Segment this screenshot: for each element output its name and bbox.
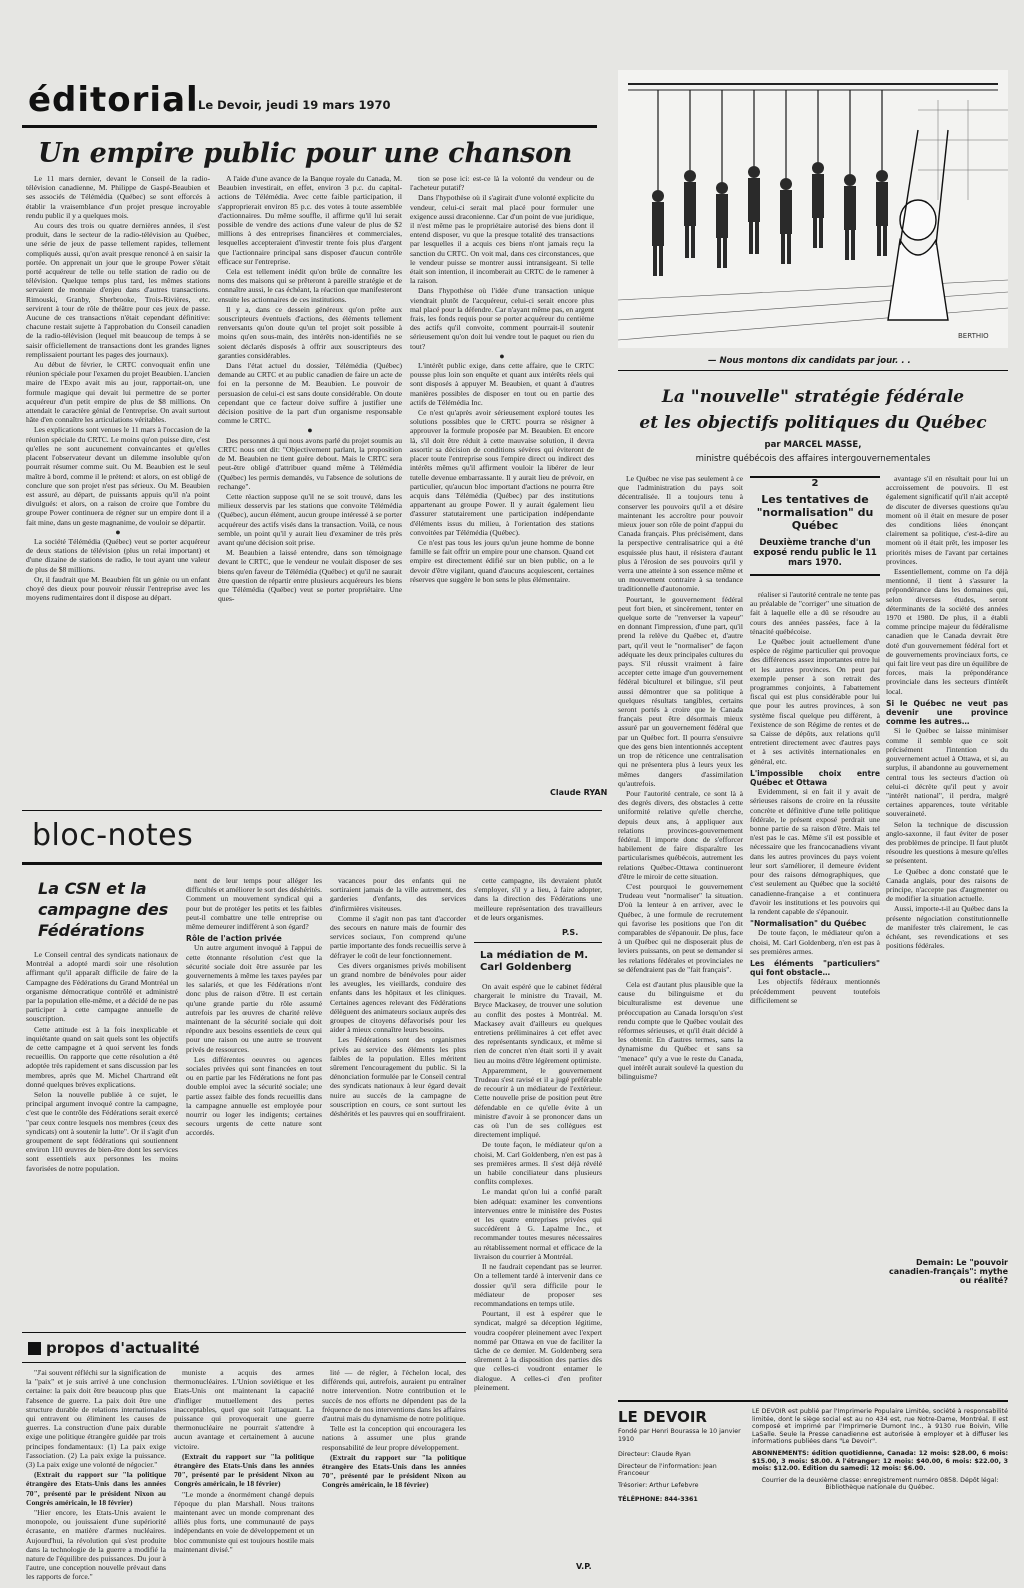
subhead: "Normalisation" du Québec: [750, 919, 867, 929]
paragraph: Essentiellement, comme on l'a déjà mentionné, il tient à s'assurer la prépondérance dans les domaines qui, selon diverses études, seront déterminants de la société des années 1970 et 1980. De plus, il a établi comme principe majeur du fédéralisme canadien que le Canada devrait être doté d'un gouvernement fédéral fort et de gouvernements provinciaux forts, ce qui fait lire veut pas dire un équilibre de forces, mais la prépondérance provinciale dans les secteurs d'intérêt local.: [886, 567, 1008, 696]
federal-headline-line-1: La "nouvelle" stratégie fédérale: [661, 387, 965, 407]
csn-headline: La CSN et la campagne des Fédérations: [38, 879, 169, 940]
paragraph: Ces divers organismes privés mobilisent un grand nombre de bénévoles pour aider les aveugles, les vieillards, conduire des enfants dans les hôpitaux et les cliniques. Certaines agences relevant des Fédérations délèguent des animateurs sociaux auprès des groupes de citoyens défavorisés pour les aider à mieux connaître leurs besoins.: [330, 960, 466, 1035]
paragraph: "Hier encore, les Etats-Unis avaient le monopole, ou jouissaient d'une supériorité écrasante, en matière d'armes nucléaires. Aujourd'hui, la révolution qui s'est produite dans la technologie de la guerre a modifié la nature de l'équilibre des puissances. Du jour à l'autre, une conception nouvelle prévaut dans les rapports de force.": [26, 1508, 166, 1582]
devoir-info-director: Directeur de l'information: Jean Francoeur: [618, 1462, 717, 1478]
paragraph: Selon la nouvelle publiée à ce sujet, le principal argument invoqué contre la campagne, c'est que le contrôle des Fédérations serait exercé "par ceux contre lesquels nos membres (ceux des syndicats) ont à soutenir la lutte". Or il s'agit d'un groupement de sept fédérations qui soutiennent environ 110 œuvres de bien-être dont les services sont essentiels aux personnes les moins favorisées de notre population.: [26, 1090, 178, 1173]
subhead: Les éléments "particuliers" qui font obstacle…: [750, 958, 880, 978]
propos-column-3: [322, 1368, 466, 1568]
paragraph: Comme il s'agit non pas tant d'accorder des secours en nature mais de fournir des services sociaux, l'on comprend qu'une partie importante des fonds recueillis serve à défrayer le coût de leur fonctionnement.: [330, 913, 466, 960]
federal-headline-line-2: et les objectifs politiques du Québec: [639, 413, 987, 433]
paragraph: Il ne faudrait cependant pas se leurrer. On a tellement tardé à intervenir dans ce dossier qu'il sera difficile pour le médiateur de proposer ses recommandations en temps utile.: [474, 1262, 602, 1308]
paragraph: nent de leur temps pour alléger les difficultés et améliorer le sort des déshérités. Comment un mouvement syndical qui a pour but de protéger les petits et les faibles peut-il combattre une telle entreprise ou même demeurer indifférent à son égard?: [186, 876, 322, 932]
quote-source: (Extrait du rapport sur "la politique étrangère des Etats-Unis dans les années 70", présenté par le président Nixon au Congrès américain, le 18 février): [26, 1470, 166, 1507]
dateline: Le Devoir, jeudi 19 mars 1970: [198, 98, 391, 112]
devoir-box-right: [752, 1408, 1008, 1492]
paragraph: Si le Québec se laisse minimiser comme il semble que ce soit précisément l'intention du gouvernement actuel à Ottawa, et si, au surplus, il abandonne au gouvernement central tous les secteurs d'action où celui-ci décrète qu'il peut y avoir "intérêt national", il perdra, malgré certaines apparences, toute véritable souveraineté.: [886, 726, 1008, 819]
paragraph: Ce n'est qu'après avoir sérieusement exploré toutes les solutions possibles que le CRTC pourra se résigner à approuver la formule proposée par M. Beaubien. Et encore là, s'il doit être réduit à cette mauvaise solution, il devra assortir sa décision de conditions sévères qui éviteront de placer toute l'entreprise sous l'empire direct ou indirect des intérêts mêmes qu'il affirment vouloir la libérer de leur tutelle devenue embarrassante. Il y aurait lieu de prévoir, en particulier, qu'aucun bloc important d'actions ne pourra être acquis dans Télémédia (Québec) par des institutions appartenant au groupe Power. Il y aurait également lieu d'assurer statutairement une participation indépendante d'éléments issus du milieu, à l'orientation des stations convoitées par Télémédia (Québec).: [410, 408, 594, 537]
section-bullet: ●: [115, 526, 121, 537]
caption-rule: [618, 370, 1008, 371]
paragraph: Le mandat qu'on lui a confié paraît bien adéquat: examiner les conventions intervenues entre le ministère des Postes et les quatre entreprises privées qui succédèrent à G. Lapalme Inc., et recommander toutes mesures nécessaires au rétablissement normal et efficace de la livraison du courrier à Montréal.: [474, 1187, 602, 1261]
paragraph: Dans l'hypothèse où il s'agirait d'une volonté explicite du vendeur, celui-ci serait mal placé pour formuler une exigence aussi draconienne. Car d'un point de vue juridique, il n'est même pas le propriétaire autorisé des biens dont il entend disposer, vu que la presque totalité des transactions par lesquelles il a acquis ces biens n'ont jamais reçu la sanction du CRTC. On voit mal, dans ces circonstances, que le vendeur puisse se montrer aussi intransigeant. Si telle était son intention, il incomberait au CRTC de le ramener à la raison.: [410, 193, 594, 286]
paragraph: réaliser si l'autorité centrale ne tente pas au préalable de "corriger" une situation de fait à laquelle elle a dû se résoudre au cours des années passées, face à la ténacité québécoise.: [750, 590, 880, 636]
propos-rule: [22, 1362, 466, 1363]
csn-initials: P.S.: [562, 928, 579, 937]
blocnotes-title: bloc-notes: [32, 818, 194, 853]
paragraph: Telle est la conception qui encouragera les nations à assumer une plus grande responsabilité de leur propre développement.: [322, 1424, 466, 1452]
paragraph: vacances pour des enfants qui ne sortiraient jamais de la ville autrement, des garderies d'enfants, des services d'infirmières visiteuses.: [330, 876, 466, 913]
main-headline: Un empire public pour une chanson: [38, 138, 573, 169]
goldenberg-rule: [474, 942, 602, 943]
federal-byline: par MARCEL MASSE,: [764, 440, 862, 450]
paragraph: Dans l'état actuel du dossier, Télémédia (Québec) demande au CRTC et au public canadien de faire un acte de foi en la personne de M. Beaubien. Le pouvoir de persuasion de celui-ci est sans doute considérable. On doute cependant que ce facteur doive suffire à justifier une décision positive de la part d'un organisme responsable comme le CRTC.: [218, 361, 402, 426]
csn-column-4: [474, 876, 602, 928]
paragraph: Ce n'est pas tous les jours qu'un jeune homme de bonne famille se fait offrir un empire pour une chanson. Quand cet empire est directement édifié sur un bien public, on a le devoir d'être vigilant, quand d'aucuns acquiescent, certaines réserves que suggère le bon sens le plus élémentaire.: [410, 537, 594, 584]
devoir-name: LE DEVOIR: [618, 1408, 707, 1426]
federal-column-2: [750, 590, 880, 1280]
devoir-founded: Fondé par Henri Bourassa le 10 janvier 1910: [618, 1428, 741, 1443]
editorial-signature: Claude RYAN: [550, 788, 608, 797]
paragraph: Selon la technique de discussion anglo-saxonne, il faut éviter de poser des problèmes de principe. Il faut plutôt résoudre les questions à mesure qu'elles se présentent.: [886, 819, 1008, 866]
editorial-column-3: [410, 174, 594, 764]
propos-square-icon: [28, 1342, 41, 1355]
paragraph: Cela est tellement inédit qu'on brûle de connaître les noms des maisons qui se prêteront à pareille stratégie et de connaître aussi, le cas échéant, la réaction que manifesteront ensuite les actionnaires de ces institutions.: [218, 267, 402, 304]
sidebox-title: Les tentatives de "normalisation" du Québec: [756, 493, 874, 532]
devoir-phone: TÉLÉPHONE: 844-3361: [618, 1495, 698, 1503]
section-bullet: ●: [307, 425, 313, 436]
paragraph: Le Québec a donc constaté que le Canada anglais, pour des raisons de principe, n'accepte pas d'augmenter ou de modifier la situation actuelle.: [886, 866, 1008, 904]
subhead: L'impossible choix entre Québec et Ottawa: [750, 768, 880, 788]
devoir-box-rule: [618, 1400, 1008, 1402]
paragraph: Pourtant, il est à espérer que le syndicat, malgré sa déception légitime, voudra coopérer pleinement avec l'expert nommé par Ottawa en vue de faciliter la tâche de ce dernier. M. Goldenberg sera sûrement à la disposition des parties dès que celles-ci voudront entamer le dialogue. A celles-ci d'en profiter pleinement.: [474, 1309, 602, 1392]
paragraph: Cela est d'autant plus plausible que la cause du bilinguisme et du biculturalisme est devenue une préoccupation au Canada lorsqu'on s'est rendu compte que le Québec voulait des réformes sérieuses, et qu'il était décidé à les obtenir. En d'autres termes, sans la dynamisme du Québec et sans sa "menace" qu'y a vue le reste du Canada, quel intérêt aurait soulevé la question du bilinguisme?: [618, 980, 743, 1082]
paragraph: Cette réaction suppose qu'il ne se soit trouvé, dans les milieux desservis par les stations que convoite Télémédia (Québec), aucun élément, aucun groupe intéressé à se porter acquéreur des actifs visés dans la transaction. Voilà, ce nous semble, un point qu'il y aurait lieu d'examiner de très près avant qu'une décision soit prise.: [218, 491, 402, 547]
devoir-box-left: [618, 1408, 746, 1548]
paragraph: L'intérêt public exige, dans cette affaire, que le CRTC pousse plus loin son enquête et quant aux intérêts réels qui sont disposés à appuyer M. Beaubien, et quant à d'autres manières possibles de disposer en tout ou en partie des actifs de Télémédia Inc.: [410, 361, 594, 407]
paragraph: La société Télémédia (Québec) veut se porter acquéreur de deux stations de télévision (plus un relai important) et d'une dizaine de stations de radio, le tout ayant une valeur de plus de $8 millions.: [26, 536, 210, 574]
cartoon-image: [618, 70, 1008, 348]
paragraph: Le Québec jouit actuellement d'une espèce de régime particulier qui provoque des différences assez importantes entre lui et les autres provinces. On peut par exemple penser à son retrait des programmes conjoints, à l'abattement fiscal qui est plus considérable pour lui que pour les autres provinces, à son système fiscal quelque peu différent, à l'existence de son Régime de rentes et de sa Caisse de dépôts, aux relations qu'il entretient directement avec d'autres pays et à ses activités internationales en général, etc.: [750, 637, 880, 766]
paragraph: lité — de régler, à l'échelon local, des différends qui, autrefois, auraient pu entraîner notre intervention. Notre contribution et le succès de nos efforts ne dépendent pas de la fréquence de nos interventions dans les affaires d'autrui mais du dynamisme de notre politique.: [322, 1368, 466, 1424]
paragraph: Le 11 mars dernier, devant le Conseil de la radio-télévision canadienne, M. Philippe de Gaspé-Beaubien et ses associés de Télémédia (Québec) se sont efforcés à établir la vraisemblance d'un projet presque incroyable rendu public il y a quelques mois.: [26, 174, 210, 220]
paragraph: Or, il faudrait que M. Beaubien fût un génie ou un enfant choyé des dieux pour pouvoir réussir l'entreprise avec les moyens rudimentaires dont il dispose au départ.: [26, 574, 210, 603]
devoir-subscriptions: ABONNEMENTS: édition quotidienne, Canada: 12 mois: $28.00, 6 mois: $15.00, 3 mois: $8.00. A l'étranger: 12 mois: $40.00, 6 mois: $22.00, 3 mois: $12.00. Edition du samedi: 12 mois: $6.00.: [752, 1449, 1008, 1473]
paragraph: Evidemment, si en fait il y avait de sérieuses raisons de croire en la réussite concrète et définitive d'une telle politique fédérale, le présent exposé perdrait une bonne partie de sa raison d'être. Mais tel n'est pas le cas. Même s'il est possible et nécessaire que les francocanadiens vivant dans les autres provinces du pays voient leur sort s'améliorer, il demeure évident pour des raisons démographiques, que c'est seulement au Québec que la société canadienne-française a et continuera d'avoir les institutions et les pouvoirs qui la rendent capable de s'épanouir.: [750, 787, 880, 916]
cartoon-drawing: [618, 70, 1008, 348]
paragraph: Les différentes oeuvres ou agences sociales privées qui sont financées en tout ou en partie par les Fédérations ne font pas double emploi avec la sécurité sociale; une partie assez faible des fonds recueillis dans la campagne annuelle est employée pour nourrir ou loger les indigents; certaines secours urgents de cette nature sont accordés.: [186, 1054, 322, 1138]
federal-end-note: Demain: Le "pouvoir canadien-français": mythe ou réalité?: [889, 1258, 1008, 1285]
paragraph: C'est pourquoi le gouvernement Trudeau veut "normaliser" la situation. D'où la lenteur à en arriver, avec le Québec, à une formule de recrutement qui favorise les positions que l'on dit comparables de s'épanouir. De plus, face à un Québec qui ne disposerait plus de leviers puissants, on peut se demander si les relations fédérales et provinciales ne se défendraient pas de "fait français".: [618, 881, 743, 974]
paragraph: Les Fédérations sont des organismes privés au service des éléments les plus faibles de la population. Elles méritent sûrement l'encouragement du public. Si la dénonciation formulée par le Conseil central des syndicats nationaux à leur égard devait nuire au succès de la campagne de souscription en cours, ce sont surtout les déshérités et les pauvres qui en souffriraient.: [330, 1035, 466, 1119]
paragraph: Un autre argument invoqué à l'appui de cette étonnante résolution c'est que la sécurité sociale doit être assurée par les gouvernements à même les taxes payées par les salariés, et que les Fédérations n'ont donc plus de raison d'être. Il est certain qu'une grande partie du rôle assumé autrefois par les œuvres de charité relève maintenant de la sécurité sociale qui doit répondre aux besoins essentiels de ceux qui pour une raison ou une autre se trouvent privés de ressources.: [186, 943, 322, 1054]
devoir-mail: Courrier de la deuxième classe: enregistrement numéro 0858. Dépôt légal: Bibliothèque nationale du Québec.: [761, 1476, 999, 1492]
federal-headline: [618, 384, 1008, 436]
paragraph: Des personnes à qui nous avons parlé du projet soumis au CRTC nous ont dit: "Objectivement parlant, la proposition de M. Beaubien ne tient guère debout. Mais le CRTC sera peut-être obligé d'attribuer quand même à Télémédia (Québec) les permis demandés, vu l'absence de solutions de rechange".: [218, 435, 402, 491]
paragraph: A l'aide d'une avance de la Banque royale du Canada, M. Beaubien investirait, en effet, environ 3 p.c. du capital-actions de Télémédia. Avec cette faible participation, il s'approprierait environ 85 p.c. des votes à toute assemblée d'actionnaires. Du même souffle, il affirme qu'il lui serait possible de vendre des actions d'une valeur de plus de $2 millions à des entreprises financières et commerciales, lesquelles accepteraient d'investir trente fois plus d'argent que l'actionnaire principal sans disposer d'aucun contrôle efficace sur l'entreprise.: [218, 174, 402, 266]
paragraph: Il y a, dans ce dessein généreux qu'on prête aux souscripteurs éventuels d'actions, des éléments tellement renversants qu'on doute qu'un tel projet soit possible à moins qu'en sous-main, des intérêts non-identifiés ne se soient déclarés disposés à offrir aux souscripteurs des garanties considérables.: [218, 304, 402, 360]
paragraph: muniste a acquis des armes thermonucléaires. L'Union soviétique et les Etats-Unis ont maintenant la capacité d'infliger mutuellement des pertes inacceptables, quel que soit l'attaquant. La puissance qui provoquerait une guerre thermonucléaire ne pourrait s'attendre à aucun avantage et certainement à aucune victoire.: [174, 1368, 314, 1451]
paragraph: "Le monde a énormément changé depuis l'époque du plan Marshall. Nous traitons maintenant avec un monde comprenant des alliés plus forts, une communauté de pays indépendants en voie de développement et un bloc communiste qui est toujours hostile mais maintenant divisé.": [174, 1489, 314, 1554]
paragraph: De toute façon, le médiateur qu'on a choisi, M. Carl Goldenberg, n'en est pas à ses premières armes.: [750, 928, 880, 956]
goldenberg-headline: La médiation de M. Carl Goldenberg: [480, 950, 588, 973]
newspaper-page: [22, 70, 1008, 1582]
sidebox-rule: [750, 574, 880, 576]
blocnotes-top-rule: [22, 810, 602, 811]
paragraph: Pourtant, le gouvernement fédéral peut fort bien, et sincèrement, tenter en quelque sorte de "renverser la vapeur" en donnant l'impression, d'une part, qu'il prend la relève du Québec et, d'autre part, qu'il veut le "normaliser" de façon adéquate les deux principales cultures du pays. S'il réussit vraiment à faire accepter cette image d'un gouvernement fédéral biculturel et bilingue, s'il peut aussi démontrer que sa politique à quelques résultats tangibles, certains seront portés à croire que le Canada français peut être désormais mieux assuré par un gouvernement fédéral que par un Québec fort. Il pourra s'ensuivre que des gens bien intentionnés acceptent un trop de réticence une centralisation qui ne présentera plus à leurs yeux les mêmes dangers d'assimilation qu'autrefois.: [618, 594, 743, 788]
devoir-director: Directeur: Claude Ryan: [618, 1451, 691, 1459]
sidebox-text: Deuxième tranche d'un exposé rendu public le 11 mars 1970.: [753, 538, 877, 568]
federal-column-1: [618, 474, 743, 974]
goldenberg-column: [474, 982, 602, 1562]
part-number: 2: [750, 476, 880, 489]
blocnotes-rule: [22, 862, 602, 865]
federal-column-1-lower: [618, 980, 743, 1280]
paragraph: On avait espéré que le cabinet fédéral chargerait le ministre du Travail, M. Bryce Mackasey, de trouver une solution au conflit des postes à Montréal. M. Mackasey avait d'ailleurs eu quelques entretiens préliminaires à cet effet avec des représentants syndicaux, et même si rien de concret n'en était sorti il y avait lieu au moins d'être légèrement optimiste.: [474, 982, 602, 1065]
propos-top-rule: [22, 1332, 466, 1333]
paragraph: Apparemment, le gouvernement Trudeau s'est ravisé et il a jugé préférable de recourir à un médiateur de l'extérieur. Cette nouvelle prise de position peut être défendable en ce qu'elle évite à un ministre d'avoir à se prononcer dans un cas où l'un de ses collègues est directement impliqué.: [474, 1065, 602, 1140]
federal-column-3: [886, 474, 1008, 1254]
paragraph: cette campagne, ils devraient plutôt s'employer, s'il y a lieu, à faire adopter, dans la direction des Fédérations une meilleure représentation des travailleurs et de leurs organismes.: [474, 876, 602, 922]
csn-column-3: [330, 876, 466, 1324]
paragraph: Au début de février, le CRTC convoquait enfin une réunion spéciale pour l'examen du projet Beaubien. L'ancien maire de l'Expo avait mis au jour, rapportait-on, une formule magique qui devait lui permettre de se porter acquéreur d'un petit empire de plus de $8 millions. On attendait le caractère génial de l'entreprise. On avait surtout hâte d'en connaître les articulations véritables.: [26, 360, 210, 425]
paragraph: Cette attitude est à la fois inexplicable et inquiétante quand on sait quels sont les objectifs de cette campagne et à quoi servent les fonds recueillis. On rapporte que cette résolution a été adoptée très rapidement et sans discussion par les membres, après que M. Michel Chartrand eût donné quelques brèves explications.: [26, 1024, 178, 1089]
federal-sidebox: [750, 476, 880, 584]
devoir-publisher: LE DEVOIR est publié par l'Imprimerie Populaire Limitée, société à responsabilité limitée, dont le siège social est au no 434 est, rue Notre-Dame, Montréal. Il est composé et imprimé par l'Imprimerie Dumont Inc., à 9130 rue Boivin, Ville LaSalle. Seule la Presse canadienne est autorisée à employer et à diffuser les informations publiées dans "Le Devoir".: [752, 1408, 1008, 1446]
federal-byline-role: ministre québécois des affaires intergouvernementales: [695, 454, 931, 464]
paragraph: Aussi, importe-t-il au Québec dans la présente négociation constitutionnelle de manifester très clairement, le cas échéant, ses revendications et ses positions fédérales.: [886, 904, 1008, 951]
paragraph: avantage s'il en résultait pour lui un accroissement de pouvoirs. Il est également significatif qu'il n'ait accepté de discuter de diverses questions qu'au moment où il était en mesure de poser des conditions liées énonçant clairement sa politique, c'est-à-dire au moment où il était prêt, les imposer les priorités mises de l'avant par certaines provinces.: [886, 474, 1008, 566]
goldenberg-initials: V.P.: [576, 1562, 592, 1571]
subhead: Si le Québec ne veut pas devenir une province comme les autres…: [886, 698, 1008, 727]
paragraph: tion se pose ici: est-ce là la volonté du vendeur ou de l'acheteur putatif?: [410, 174, 594, 193]
paragraph: Le Québec ne vise pas seulement à ce que l'administration du pays soit décentralisée. Il a toujours tenu à conserver les pouvoirs qu'il a et désire maintenant les accroître pour pouvoir mieux jouer son rôle de point d'appui du Canada français. Plus précisément, dans la perspective centralisatrice qui a été esquissée plus haut, il résistera d'autant plus à l'érosion de ses pouvoirs qu'il y verra une atteinte à son essence même et un mouvement contraire à sa tendance traditionnelle d'autonomie.: [618, 474, 743, 594]
subhead: Rôle de l'action privée: [186, 934, 282, 944]
masthead-rule: [22, 125, 597, 128]
paragraph: "J'ai souvent réfléchi sur la signification de la "paix" et je suis arrivé à une conclusion certaine: la paix doit être beaucoup plus que l'absence de guerre. La paix doit être une structure durable de relations internationales qui entravent ou éliminent les causes de guerres. La construction d'une paix durable exige une politique étrangère guidée par trois principes fondamentaux: (1) La paix exige l'association. (2) La paix exige la puissance. (3) La paix exige une volonté de négocier.": [26, 1368, 166, 1470]
propos-column-2: [174, 1368, 314, 1568]
cartoon-caption: — Nous montons dix candidats par jour. . .: [708, 356, 911, 366]
quote-source: (Extrait du rapport sur "la politique étrangère des Etats-Unis dans les années 70", présenté par le président Nixon au Congrès américain, le 18 février): [174, 1451, 314, 1489]
paragraph: M. Beaubien a laissé entendre, dans son témoignage devant le CRTC, que le vendeur ne voulait disposer de ses biens qu'en faveur de Télémédia (Québec) et qu'il ne saurait être question de répartir entre plusieurs acquéreurs les biens que Télémédia (Québec) veut se porter propriétaire. Une ques-: [218, 548, 402, 604]
propos-title: propos d'actualité: [46, 1339, 200, 1357]
csn-column-2: [186, 876, 322, 1324]
section-title: éditorial: [28, 80, 199, 120]
section-bullet: ●: [499, 350, 505, 361]
quote-source: (Extrait du rapport sur "la politique étrangère des Etats-Unis dans les années 70", présenté par le président Nixon au Congrès américain, le 18 février): [322, 1452, 466, 1490]
paragraph: Les explications sont venues le 11 mars à l'occasion de la réunion spéciale du CRTC. Le moins qu'on puisse dire, c'est qu'elles ne sont aucunement convaincantes et qu'elles placent l'observateur devant un dilemme insoluble qu'on pourrait résumer comme suit. Ou M. Beaubien est le seul maître à bord, comme il le prétend: et alors, on est obligé de conclure que son projet n'est pas sérieux. Ou M. Beaubien est assuré, au départ, de puissants appuis qu'il n'a point divulgués: et alors, on a raison de croire que l'ombre du groupe Power continuera de régner sur un empire dont il a fait mine, dans un geste magnanime, de vouloir se départir.: [26, 425, 210, 527]
devoir-treasurer: Trésorier: Arthur Lefebvre: [618, 1481, 699, 1489]
paragraph: Les objectifs fédéraux mentionnés précédemment peuvent toutefois difficilement se: [750, 977, 880, 1005]
cartoon-artist: BERTHIO: [958, 332, 989, 340]
csn-column-1: [26, 950, 178, 1325]
editorial-column-1: [26, 174, 210, 802]
paragraph: De toute façon, le médiateur qu'on a choisi, M. Carl Goldenberg, n'en est pas à ses premières armes. Il s'est déjà révélé un habile conciliateur dans plusieurs conflits complexes.: [474, 1140, 602, 1187]
paragraph: Dans l'hypothèse où l'idée d'une transaction unique viendrait plutôt de l'acquéreur, celui-ci serait encore plus mal placé pour la défendre. Car n'ayant même pas, en argent frais, les fonds requis pour se porter acquéreur du centième des actifs qu'il convoite, comment pourrait-il soutenir sérieusement qu'on doit lui vendre tout le paquet ou rien du tout?: [410, 286, 594, 351]
paragraph: Le Conseil central des syndicats nationaux de Montréal a adopté mardi soir une résolution affirmant qu'il apparaît difficile de faire de la Campagne des Fédérations du Grand Montréal un organisme démocratique contrôlé et administré par la population elle-même, et a décidé de ne pas participer à cette campagne annuelle de souscription.: [26, 950, 178, 1024]
propos-column-1: [26, 1368, 166, 1582]
paragraph: Pour l'autorité centrale, ce sont là à des degrés divers, des obstacles à cette uniformité relative qu'elle cherche, depuis deux ans, à appliquer aux relations provinces-gouvernement fédéral. Il importe donc de s'efforcer habilement de faire disparaître les particularismes québécois, autrement les relations Québec-Ottawa continueront d'être le miroir de cette situation.: [618, 788, 743, 881]
editorial-column-2: [218, 174, 402, 802]
paragraph: Au cours des trois ou quatre dernières années, il s'est produit, dans le secteur de la radio-télévision au Québec, une série de jeux de passe tellement rapides, tellement compliqués aussi, qu'on avait presque renoncé à en saisir la portée. On apprenait un jour que le groupe Power s'était porté acquéreur de telle ou telle station de radio ou de télévision. Quelque temps plus tard, les mêmes stations servaient de monnaie d'enjeu dans d'autres transactions. Rimouski, Granby, Sherbrooke, Trois-Rivières, etc. servirent à tour de rôle de théâtre pour ces jeux de passe. Aucune de ces transactions n'était cependant définitive: chacune restait sujette à l'approbation du Conseil canadien de la radio-télévision (lequel mit beaucoup de temps à se saisir officiellement de transactions dont les grandes lignes remplissaient pourtant les pages des journaux).: [26, 221, 210, 359]
